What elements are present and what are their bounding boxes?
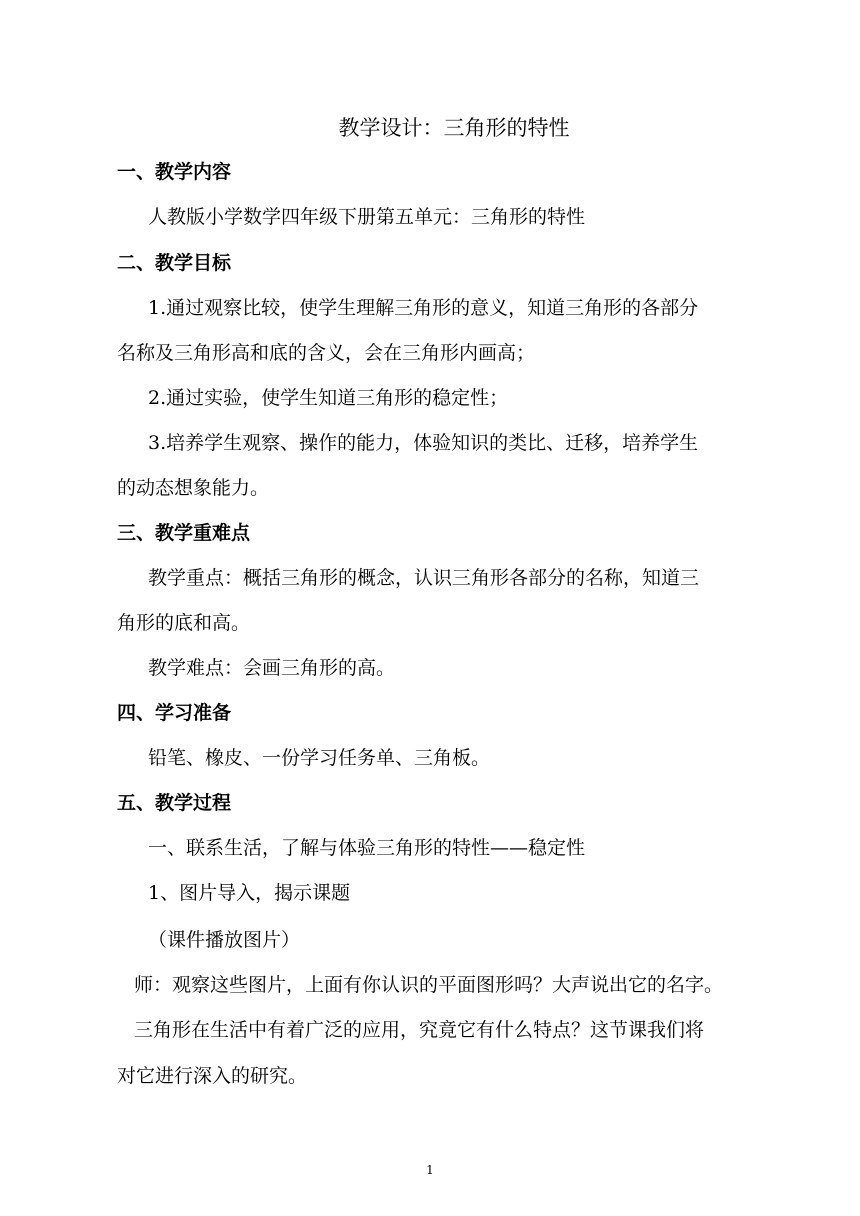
paragraph: 一、联系生活，了解与体验三角形的特性——稳定性: [148, 837, 586, 859]
paragraph: 角形的底和高。: [117, 612, 251, 634]
document-title: 教学设计：三角形的特性: [338, 116, 570, 140]
section-heading-3: 三、教学重难点: [117, 522, 251, 544]
section-heading-1: 一、教学内容: [117, 161, 232, 183]
paragraph: 铅笔、橡皮、一份学习任务单、三角板。: [148, 747, 491, 769]
section-heading-2: 二、教学目标: [117, 252, 232, 274]
paragraph: 教学难点：会画三角形的高。: [148, 657, 396, 679]
paragraph: 2.通过实验，使学生知道三角形的稳定性；: [148, 387, 509, 409]
paragraph: 三角形在生活中有着广泛的应用，究竟它有什么特点？这节课我们将: [134, 1019, 705, 1041]
paragraph: 1、图片导入，揭示课题: [148, 882, 351, 904]
paragraph: 的动态想象能力。: [117, 477, 270, 499]
section-heading-5: 五、教学过程: [117, 792, 232, 814]
page-number: 1: [426, 1163, 434, 1177]
paragraph: 对它进行深入的研究。: [117, 1065, 308, 1087]
paragraph: （课件播放图片）: [148, 929, 301, 951]
paragraph: 名称及三角形高和底的含义，会在三角形内画高；: [117, 342, 536, 364]
paragraph: 人教版小学数学四年级下册第五单元：三角形的特性: [148, 206, 586, 228]
paragraph: 1.通过观察比较，使学生理解三角形的意义，知道三角形的各部分: [148, 297, 699, 319]
paragraph: 教学重点：概括三角形的概念，认识三角形各部分的名称，知道三: [148, 567, 700, 589]
section-heading-4: 四、学习准备: [117, 702, 232, 724]
paragraph: 师：观察这些图片，上面有你认识的平面图形吗？大声说出它的名字。: [134, 974, 724, 996]
paragraph: 3.培养学生观察、操作的能力，体验知识的类比、迁移，培养学生: [148, 432, 699, 454]
